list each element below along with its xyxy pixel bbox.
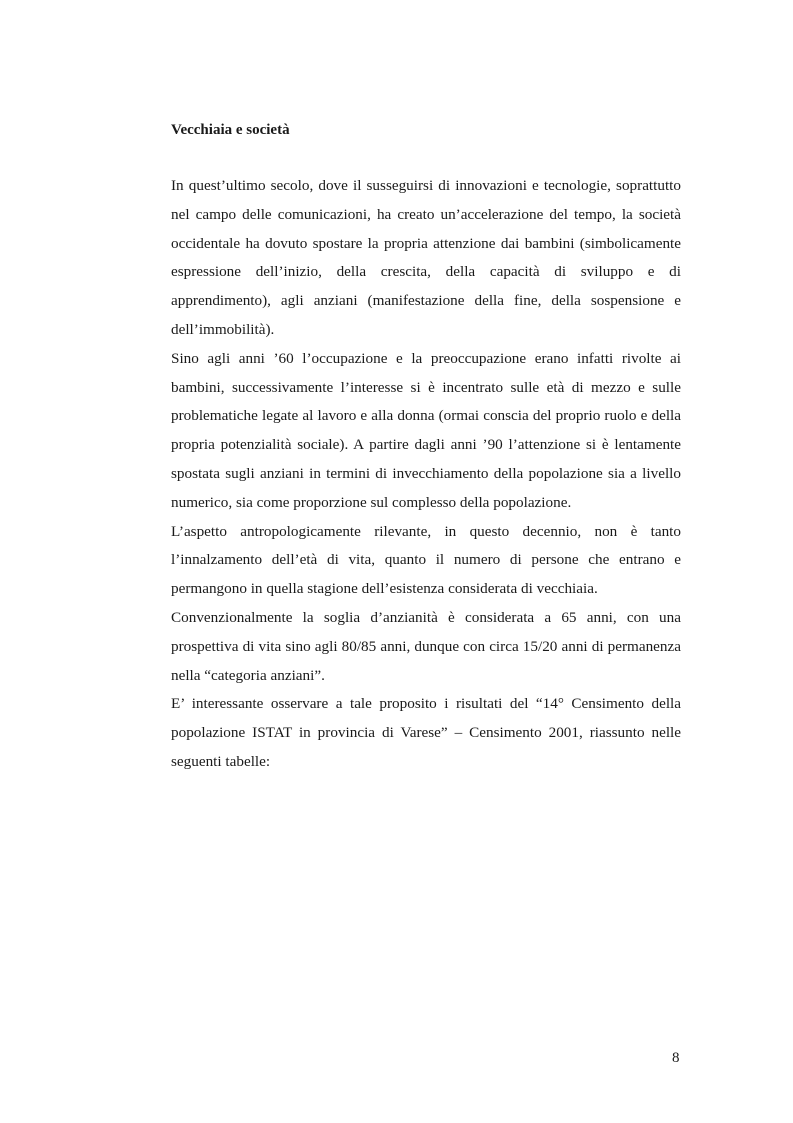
paragraph-5: E’ interessante osservare a tale proposito i risultati del “14° Censimento della popolazione ISTAT in provincia di Varese” – Censimento 2001, riassunto nelle seguenti tabelle: <box>171 695 681 770</box>
page-number: 8 <box>672 1050 680 1066</box>
paragraph-1: In quest’ultimo secolo, dove il susseguirsi di innovazioni e tecnologie, soprattutto nel campo delle comunicazioni, ha creato un’accelerazione del tempo, la società occidentale ha dovuto spostare la propria attenzione dai bambini (simbolicamente espressione dell’inizio, della crescita, della capacità di sviluppo e di apprendimento), agli anziani (manifestazione della fine, della sospensione e dell’immobilità). <box>171 177 681 338</box>
paragraph-2: Sino agli anni ’60 l’occupazione e la preoccupazione erano infatti rivolte ai bambini, successivamente l’interesse si è incentrato sulle età di mezzo e sulle problematiche legate al lavoro e alla donna (ormai conscia del proprio ruolo e della propria potenzialità sociale). A partire dagli anni ’90 l’attenzione si è lentamente spostata sugli anziani in termini di invecchiamento della popolazione sia a livello numerico, sia come proporzione sul complesso della popolazione. <box>171 349 681 511</box>
paragraph-4: Convenzionalmente la soglia d’anzianità è considerata a 65 anni, con una prospettiva di vita sino agli 80/85 anni, dunque con circa 15/20 anni di permanenza nella “categoria anziani”. <box>171 608 681 684</box>
paragraph-3: L’aspetto antropologicamente rilevante, in questo decennio, non è tanto l’innalzamento dell’età di vita, quanto il numero di persone che entrano e permangono in quella stagione dell’esistenza considerata di vecchiaia. <box>171 522 681 598</box>
section-heading: Vecchiaia e società <box>171 122 290 138</box>
body-text <box>171 172 681 777</box>
